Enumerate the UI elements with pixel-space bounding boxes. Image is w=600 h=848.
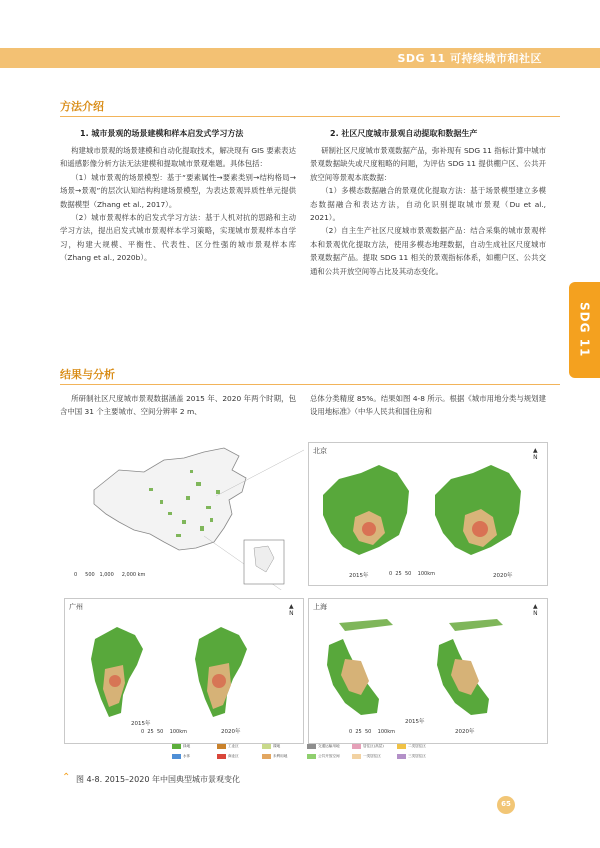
page-number: 65 — [501, 800, 511, 808]
methods-left-paragraph: （2）城市景观样本的启发式学习方法：基于人机对抗的思路和主动学习方法，提出启发式城市景观样本学习策略，实现城市景观样本自学习，构建大规模、平衡性、代表性、区分性强的城市景观样本库（Zhang et al., 2020b）。 — [60, 213, 296, 263]
methods-right-body — [310, 144, 546, 278]
guangzhou-year-2015: 2015年 — [131, 721, 151, 727]
results-left-body — [60, 392, 296, 419]
caption-arrow-icon: ⌃ — [62, 772, 71, 783]
legend-item: 公共开放空间 — [307, 754, 340, 759]
legend-swatch — [172, 754, 181, 759]
china-outline — [94, 448, 246, 550]
map-legend — [172, 744, 442, 764]
legend-item: 未利用地 — [262, 754, 287, 759]
legend-swatch — [262, 744, 271, 749]
methods-right-paragraph: 研制社区尺度城市景观数据产品，弥补现有 SDG 11 指标计算中城市景观数据缺失或尺度粗略的问题，为评估 SDG 11 提供棚户区、公共开放空间等景观本底数据： — [310, 146, 546, 182]
methods-heading: 方法介绍 — [60, 100, 104, 113]
results-left-paragraph: 所研制社区尺度城市景观数据涵盖 2015 年、2020 年两个时期，包含中国 31 个主要城市、空间分辨率 2 m、 — [60, 394, 296, 417]
shanghai-panel — [308, 598, 548, 744]
legend-item: 绿地 — [172, 744, 190, 749]
methods-right-paragraph: （2）自主生产社区尺度城市景观数据产品：结合采集的城市景观样本和景观优化提取方法，使用多模态地理数据，自动生成社区尺度城市景观数据产品。提取 SDG 11 相关的景观指标体系，如棚户区、公共交通和公共开放空间等占比及其动态变化。 — [310, 226, 546, 276]
legend-swatch — [397, 744, 406, 749]
north-arrow-icon: ▲ N — [533, 603, 538, 617]
legend-swatch — [172, 744, 181, 749]
beijing-scale: 0 25 50 100km — [389, 571, 435, 577]
results-right-body — [310, 392, 546, 419]
legend-item: 交通运输用地 — [307, 744, 340, 749]
legend-item: 三类居住区 — [397, 754, 426, 759]
guangzhou-year-2020: 2020年 — [221, 729, 241, 735]
legend-item: 水体 — [172, 754, 190, 759]
figure-caption: 图 4-8. 2015–2020 年中国典型城市景观变化 — [76, 775, 240, 784]
legend-swatch — [307, 754, 316, 759]
methods-divider — [60, 116, 560, 117]
methods-left-body — [60, 144, 296, 265]
shanghai-scale: 0 25 50 100km — [349, 729, 395, 735]
north-arrow-icon: ▲ N — [289, 603, 294, 617]
results-right-paragraph: 总体分类精度 85%。结果如图 4-8 所示。根据《城市用地分类与规划建设用地标准》（中华人民共和国住房和 — [310, 394, 546, 417]
legend-swatch — [217, 754, 226, 759]
shanghai-label: 上海 — [313, 603, 327, 611]
legend-swatch — [397, 754, 406, 759]
guangzhou-label: 广州 — [69, 603, 83, 611]
methods-left-paragraph: （1）城市景观的场景模型：基于“要素属性→要素类别→结构格局→场景→景观”的层次认知结构构建场景模型，为表达景观异质性单元提供数据模型（Zhang et al., 2017）。 — [60, 172, 296, 209]
beijing-year-2015: 2015年 — [349, 573, 369, 579]
north-arrow-icon: ▲ N — [533, 447, 538, 461]
methods-left-paragraph: 构建城市景观的场景建模和自动化提取技术，解决现有 GIS 要素表达和遥感影像分析方法无法建模和提取城市景观难题。具体包括： — [60, 146, 296, 169]
china-scale: 0 500 1,000 2,000 km — [74, 572, 146, 578]
header-title: SDG 11 可持续城市和社区 — [397, 52, 542, 65]
legend-swatch — [352, 754, 361, 759]
china-map — [64, 430, 304, 590]
legend-item: 二类居住区 — [397, 744, 426, 749]
legend-item: 居住区(高层) — [352, 744, 384, 749]
legend-item: 工业区 — [217, 744, 239, 749]
legend-swatch — [217, 744, 226, 749]
legend-item: 一类居住区 — [352, 754, 381, 759]
side-tab-label: SDG 11 — [577, 302, 592, 358]
legend-item: 裸地 — [262, 744, 280, 749]
methods-right-paragraph: （1）多模态数据融合的景观优化提取方法：基于场景模型建立多模态数据融合和表达方法，自动化识别提取城市景观（Du et al., 2021）。 — [310, 186, 546, 223]
results-divider — [60, 384, 560, 385]
shanghai-year-2020: 2020年 — [455, 729, 475, 735]
legend-swatch — [307, 744, 316, 749]
legend-swatch — [352, 744, 361, 749]
shanghai-maps — [309, 599, 547, 743]
results-heading: 结果与分析 — [60, 368, 115, 381]
guangzhou-scale: 0 25 50 100km — [141, 729, 187, 735]
methods-left-subheading: 1. 城市景观的场景建模和样本启发式学习方法 — [80, 129, 244, 138]
legend-item: 商业区 — [217, 754, 239, 759]
beijing-label: 北京 — [313, 447, 327, 455]
legend-swatch — [262, 754, 271, 759]
china-map-graphic — [64, 430, 304, 590]
beijing-maps — [309, 443, 547, 585]
beijing-year-2020: 2020年 — [493, 573, 513, 579]
shanghai-year-2015: 2015年 — [405, 719, 425, 725]
guangzhou-panel — [64, 598, 304, 744]
methods-right-subheading: 2. 社区尺度城市景观自动提取和数据生产 — [330, 129, 478, 138]
guangzhou-maps — [65, 599, 303, 743]
beijing-panel — [308, 442, 548, 586]
side-tab — [569, 282, 600, 378]
